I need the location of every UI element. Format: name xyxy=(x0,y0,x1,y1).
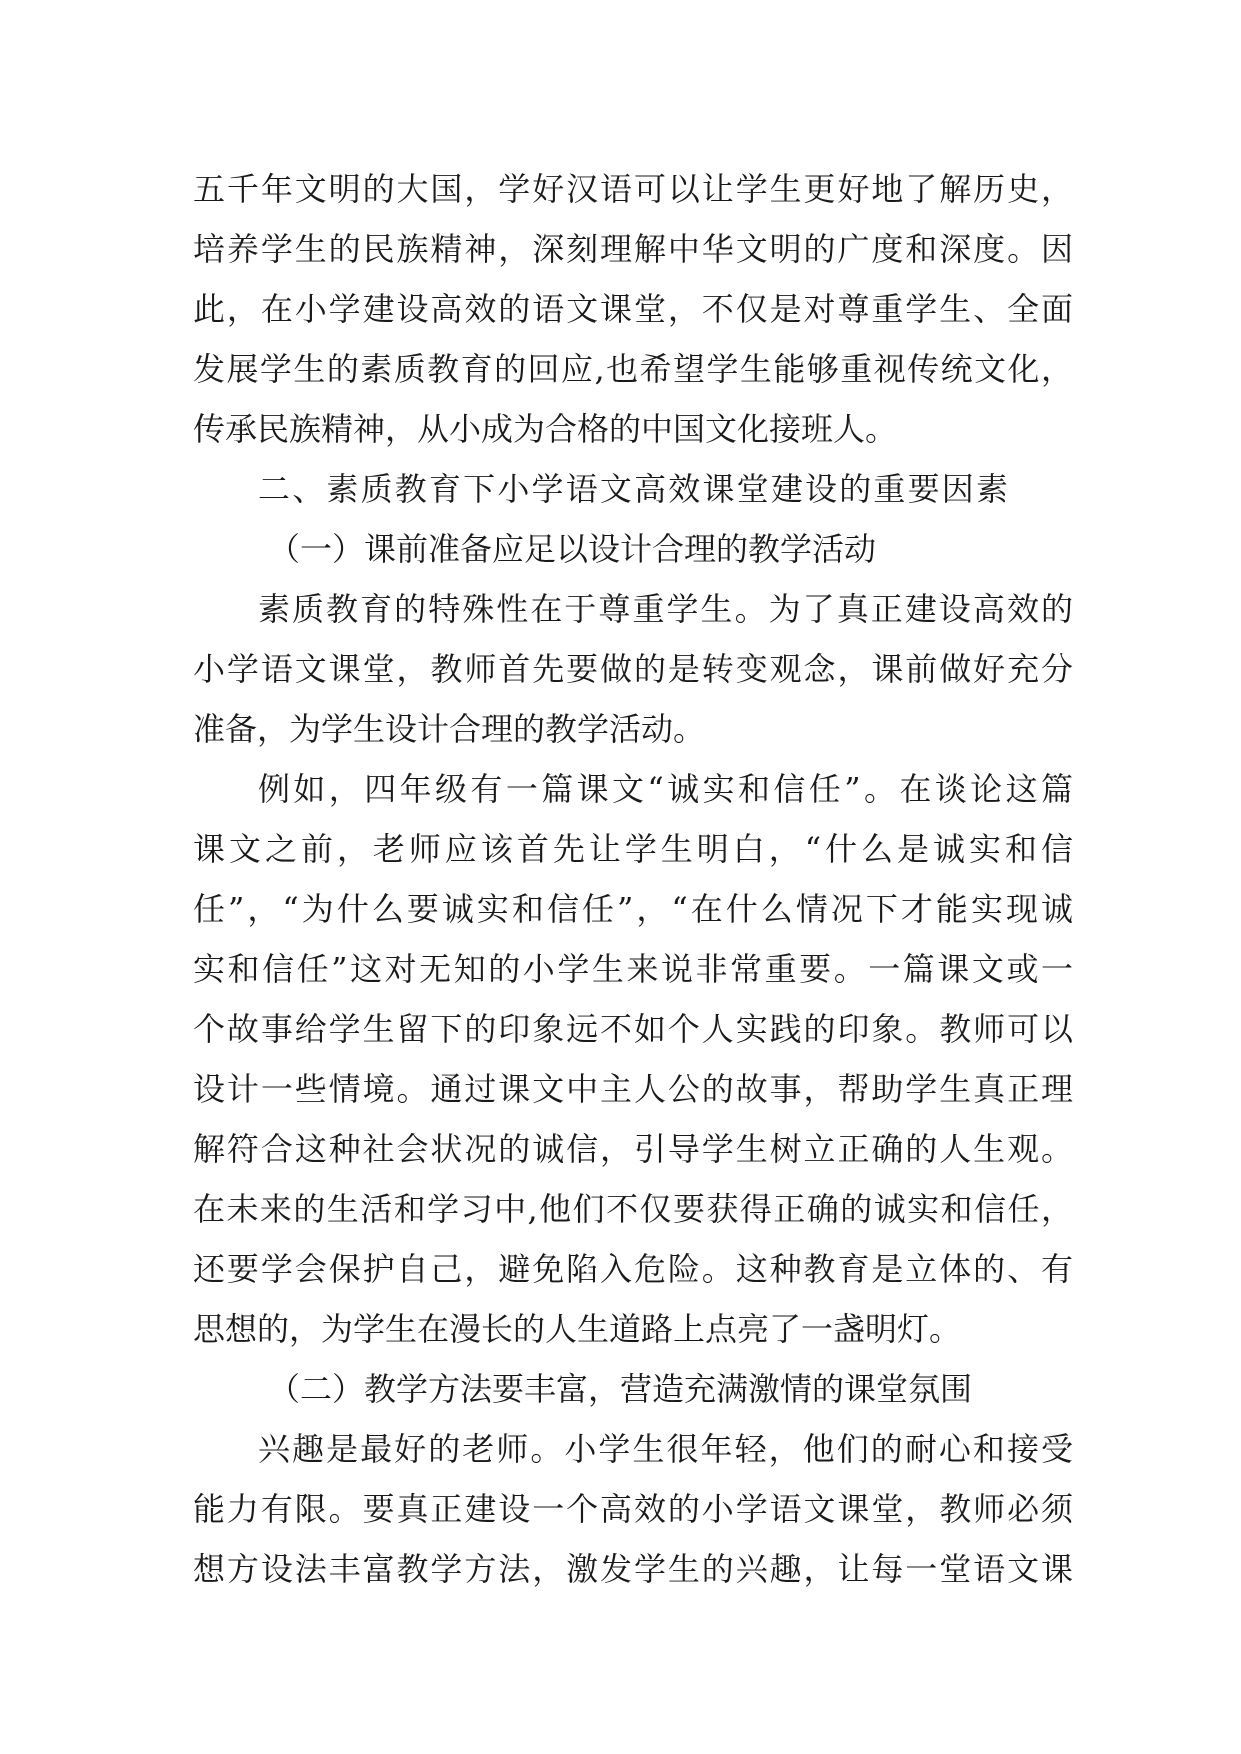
paragraph-first-line: 素质教育的特殊性在于尊重学生。为了真正建设高效的 xyxy=(258,590,1073,628)
body-line: 五千年文明的大国，学好汉语可以让学生更好地了解历史， xyxy=(193,170,1073,208)
paragraph-first-line: 兴趣是最好的老师。小学生很年轻，他们的耐心和接受 xyxy=(258,1430,1073,1468)
body-line: 思想的，为学生在漫长的人生道路上点亮了一盏明灯。 xyxy=(193,1310,962,1348)
body-line: 能力有限。要真正建设一个高效的小学语文课堂，教师必须 xyxy=(193,1490,1073,1528)
subsection-heading: （一）课前准备应足以设计合理的教学活动 xyxy=(268,530,877,568)
body-line: 个故事给学生留下的印象远不如个人实践的印象。教师可以 xyxy=(193,1010,1073,1048)
body-line: 还要学会保护自己，避免陷入危险。这种教育是立体的、有 xyxy=(193,1250,1073,1288)
body-line: 想方设法丰富教学方法，激发学生的兴趣，让每一堂语文课 xyxy=(193,1550,1073,1588)
body-line: 任”，“为什么要诚实和信任”，“在什么情况下才能实现诚 xyxy=(193,890,1073,928)
body-line: 课文之前，老师应该首先让学生明白，“什么是诚实和信 xyxy=(193,830,1073,868)
body-line: 设计一些情境。通过课文中主人公的故事，帮助学生真正理 xyxy=(193,1070,1073,1108)
body-line: 发展学生的素质教育的回应,也希望学生能够重视传统文化， xyxy=(193,350,1073,388)
subsection-heading: （二）教学方法要丰富，营造充满激情的课堂氛围 xyxy=(268,1370,973,1408)
body-line: 解符合这种社会状况的诚信，引导学生树立正确的人生观。 xyxy=(193,1130,1073,1168)
body-line: 小学语文课堂，教师首先要做的是转变观念，课前做好充分 xyxy=(193,650,1073,688)
body-line: 培养学生的民族精神，深刻理解中华文明的广度和深度。因 xyxy=(193,230,1073,268)
body-line: 实和信任”这对无知的小学生来说非常重要。一篇课文或一 xyxy=(193,950,1073,988)
body-line: 准备，为学生设计合理的教学活动。 xyxy=(193,710,706,748)
body-line: 此，在小学建设高效的语文课堂，不仅是对尊重学生、全面 xyxy=(193,290,1073,328)
body-line: 在未来的生活和学习中,他们不仅要获得正确的诚实和信任， xyxy=(193,1190,1073,1228)
body-line: 传承民族精神，从小成为合格的中国文化接班人。 xyxy=(193,410,898,448)
paragraph-first-line: 例如，四年级有一篇课文“诚实和信任”。在谈论这篇 xyxy=(258,770,1073,808)
section-heading: 二、素质教育下小学语文高效课堂建设的重要因素 xyxy=(258,470,1008,508)
